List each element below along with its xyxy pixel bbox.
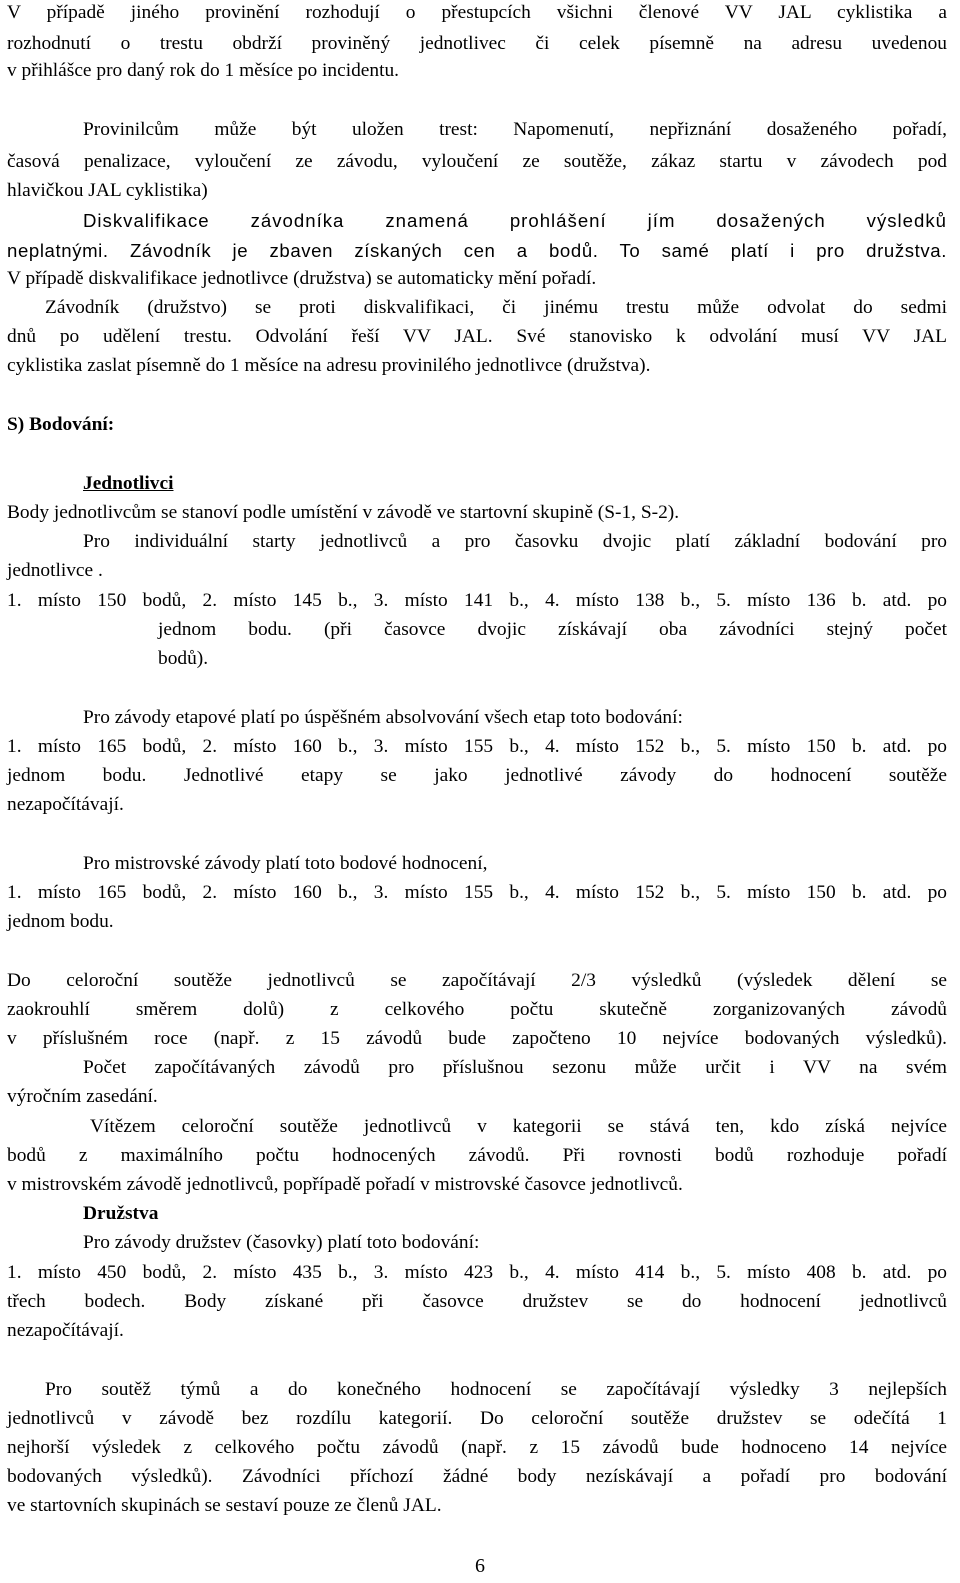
text-line: v přihlášce pro daný rok do 1 měsíce po incidentu.	[7, 60, 400, 81]
text-line: dnů po udělení trestu. Odvolání řeší VV JAL. Své stanovisko k odvolání musí VV JAL	[7, 326, 947, 347]
text-line: Vítězem celoroční soutěže jednotlivců v kategorii se stává ten, kdo získá nejvíce	[90, 1116, 947, 1137]
text-line: Do celoroční soutěže jednotlivců se započítávají 2/3 výsledků (výsledek dělení se	[7, 970, 947, 991]
text-line: nejhorší výsledek z celkového počtu závodů (např. z 15 závodů bude hodnoceno 14 nejvíce	[7, 1437, 947, 1458]
text-line: v příslušném roce (např. z 15 závodů bude započteno 10 nejvíce bodovaných výsledků).	[7, 1028, 947, 1049]
text-line: 1. místo 150 bodů, 2. místo 145 b., 3. místo 141 b., 4. místo 138 b., 5. místo 136 b. atd. po	[7, 590, 947, 611]
text-line: třech bodech. Body získané při časovce družstev se do hodnocení jednotlivců	[7, 1291, 947, 1312]
text-line: neplatnými. Závodník je zbaven získaných cen a bodů. To samé platí i pro družstva.	[7, 240, 947, 261]
text-line: časová penalizace, vyloučení ze závodu, vyloučení ze soutěže, zákaz startu v závodech pod	[7, 151, 947, 172]
text-line: jednom bodu. Jednotlivé etapy se jako jednotlivé závody do hodnocení soutěže	[7, 765, 947, 786]
text-line: v mistrovském závodě jednotlivců, popřípadě pořadí v mistrovské časovce jednotlivců.	[7, 1174, 683, 1195]
text-line: jednotlivců v závodě bez rozdílu kategorií. Do celoroční soutěže družstev se odečítá 1	[7, 1408, 947, 1429]
text-line: bodů z maximálního počtu hodnocených závodů. Při rovnosti bodů rozhoduje pořadí	[7, 1145, 947, 1166]
text-line: Závodník (družstvo) se proti diskvalifikaci, či jinému trestu může odvolat do sedmi	[45, 297, 947, 318]
text-line: jednom bodu. (při časovce dvojic získávají oba závodníci stejný počet	[158, 619, 947, 640]
text-line: bodovaných výsledků). Závodníci příchozí žádné body nezískávají a pořadí pro bodování	[7, 1466, 947, 1487]
text-line: zaokrouhlí směrem dolů) z celkového počtu skutečně zorganizovaných závodů	[7, 999, 947, 1020]
text-line: Provinilcům může být uložen trest: Napomenutí, nepřiznání dosaženého pořadí,	[83, 119, 947, 140]
subheading-druzstva: Družstva	[83, 1203, 159, 1224]
text-line: Počet započítávaných závodů pro příslušnou sezonu může určit i VV na svém	[83, 1057, 947, 1078]
text-line: Diskvalifikace závodníka znamená prohlášení jím dosažených výsledků	[83, 210, 947, 231]
subheading-jednotlivci: Jednotlivci	[83, 473, 174, 494]
text-line: Pro soutěž týmů a do konečného hodnocení se započítávají výsledky 3 nejlepších	[45, 1379, 947, 1400]
text-line: Pro mistrovské závody platí toto bodové hodnocení,	[83, 853, 488, 874]
text-line: V případě diskvalifikace jednotlivce (družstva) se automaticky mění pořadí.	[7, 268, 597, 289]
text-line: V případě jiného provinění rozhodují o přestupcích všichni členové VV JAL cyklistika a	[7, 2, 947, 23]
text-line: jednotlivce .	[7, 560, 103, 581]
text-line: ve startovních skupinách se sestaví pouze ze členů JAL.	[7, 1495, 442, 1516]
text-line: 1. místo 450 bodů, 2. místo 435 b., 3. místo 423 b., 4. místo 414 b., 5. místo 408 b. atd. po	[7, 1262, 947, 1283]
text-line: 1. místo 165 bodů, 2. místo 160 b., 3. místo 155 b., 4. místo 152 b., 5. místo 150 b. atd. po	[7, 882, 947, 903]
text-line: Pro závody etapové platí po úspěšném absolvování všech etap toto bodování:	[83, 707, 683, 728]
text-line: bodů).	[158, 648, 209, 669]
text-line: nezapočítávají.	[7, 794, 124, 815]
text-line: cyklistika zaslat písemně do 1 měsíce na adresu provinilého jednotlivce (družstva).	[7, 355, 651, 376]
text-line: 1. místo 165 bodů, 2. místo 160 b., 3. místo 155 b., 4. místo 152 b., 5. místo 150 b. atd. po	[7, 736, 947, 757]
text-line: Pro závody družstev (časovky) platí toto bodování:	[83, 1232, 480, 1253]
section-heading: S) Bodování:	[7, 414, 115, 435]
page-number: 6	[475, 1555, 485, 1577]
text-line: jednom bodu.	[7, 911, 114, 932]
text-line: Body jednotlivcům se stanoví podle umístění v závodě ve startovní skupině (S-1, S-2).	[7, 502, 680, 523]
text-line: výročním zasedání.	[7, 1086, 158, 1107]
text-line: nezapočítávají.	[7, 1320, 124, 1341]
text-line: rozhodnutí o trestu obdrží proviněný jednotlivec či celek písemně na adresu uvedenou	[7, 33, 947, 54]
text-line: Pro individuální starty jednotlivců a pro časovku dvojic platí základní bodování pro	[83, 531, 947, 552]
text-line: hlavičkou JAL cyklistika)	[7, 180, 208, 201]
